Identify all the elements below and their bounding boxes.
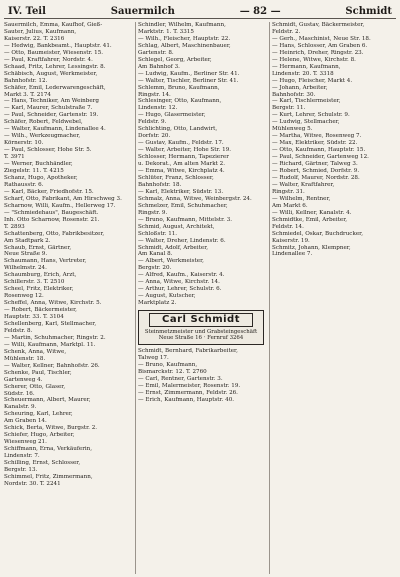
directory-entry: — Hermann, Kaufmann, [272, 63, 341, 70]
directory-entry: — Ernst, Zimmermann, Feldstr. 26. [138, 389, 238, 396]
directory-entry: Schindler, Wilhelm, Kaufmann, [138, 22, 226, 28]
directory-entry: — Wilh., Fleischer, Hauptstr. 22. [138, 35, 231, 42]
directory-entry: Ringstr. 31. [272, 188, 305, 195]
directory-entry: Schlemm, Bruno, Kaufmann, [138, 84, 220, 91]
directory-entry: — Paul, Schlosser, Hohe Str. 5. [4, 147, 92, 154]
directory-entry: Schmidtke, Emil, Arbeiter, [272, 216, 348, 223]
directory-entry: — Walter, Dreher, Lindenstr. 6. [138, 237, 226, 244]
directory-entry: — Willi, Kaufmann, Marktpl. 11. [4, 341, 96, 348]
directory-entry: Schmalz, Anna, Witwe, Weinbergstr. 24. [138, 195, 252, 202]
directory-entry: Schaumann, Hans, Vertreter, [4, 258, 87, 265]
directory-entry: Feldstr. 14. [272, 223, 304, 230]
directory-entry: — Wilh., Werkzeugmacher, [4, 133, 81, 140]
advertisement-line-1: Steinmetzmeister und Grabsteingeschäft [144, 329, 258, 336]
directory-entry: Schmidt, Bernhard, Fabrikarbeiter, [138, 347, 238, 354]
directory-entry: — Arthur, Lehrer, Schulstr. 6. [138, 286, 222, 293]
directory-entry: — Hans, Schlosser, Am Graben 6. [272, 42, 368, 49]
directory-entry: — Rudolf, Maurer, Nordstr. 28. [272, 174, 360, 181]
directory-entry: — Karl, Tischlermeister, [272, 98, 341, 105]
directory-entry: Kanalstr. 9. [4, 404, 37, 411]
directory-entry: Schenke, Paul, Tischler, [4, 369, 72, 376]
directory-entry: Schiffmann, Erna, Verkäuferin, [4, 446, 93, 453]
directory-entry: Scharf, Otto, Fabrikant, Am Hirschweg 3. [4, 195, 122, 202]
directory-entry: — Alfred, Kaufm., Kaiserstr. 4. [138, 272, 225, 279]
directory-entry: — Walter, Kellner, Bahnhofstr. 26. [4, 362, 100, 369]
directory-entry: Scherer, Otto, Glaser, [4, 383, 66, 390]
directory-entry: — Emil, Malermeister, Rosenstr. 19. [138, 382, 241, 389]
directory-entry: Bergstr. 13. [4, 467, 38, 473]
directory-entry: — Walter, Tischler, Berliner Str. 41. [138, 77, 239, 84]
directory-entry: — Heinrich, Dreher, Ringstr. 23. [272, 49, 364, 56]
column-2-entries [138, 22, 266, 307]
first-name-label: Sauermilch [110, 6, 175, 17]
directory-entry: Bahnhofstr. 12. [4, 77, 48, 84]
directory-entry: Ringstr. 9. [138, 209, 168, 216]
directory-entry: Schloßstr. 11. [138, 230, 178, 237]
directory-entry: Scheuring, Karl, Lehrer, [4, 411, 73, 418]
directory-entry: Schäfer, Robert, Feldwebel, [4, 119, 83, 126]
directory-entry: Bahnhofstr. 18. [138, 181, 182, 188]
directory-entry: — Helene, Witwe, Kirchstr. 8. [272, 56, 356, 63]
directory-entry: Schlüter, Franz, Schlosser, [138, 174, 214, 181]
directory-entry: Gartenweg 4. [4, 376, 43, 383]
directory-entry: — Otto, Baumeister, Wiesenstr. 15. [4, 49, 104, 56]
directory-entry: Hauptstr. 33. T. 3104 [4, 314, 64, 321]
directory-entry: Südstr. 16. [4, 390, 35, 397]
directory-entry: — Hugo, Fleischer, Markt 4. [272, 77, 353, 84]
directory-entry: — Paul, Schneider, Gartenweg 12. [272, 154, 369, 161]
directory-entry: — Anna, Witwe, Kirchstr. 14. [138, 279, 220, 286]
directory-entry: Lindenstr. 20. T. 3318 [272, 70, 334, 77]
section-label: IV. Teil [8, 6, 46, 17]
directory-entry: Schattenberg, Otto, Fabrikbesitzer, [4, 230, 105, 237]
directory-entry: — Emma, Witwe, Kirchplatz 4. [138, 168, 225, 175]
directory-entry: Inh. Otto Scharnow, Rosenstr. 21. [4, 216, 100, 223]
directory-entry: — Bruno, Kaufmann, Mittelstr. 3. [138, 216, 233, 223]
directory-entry: — Robert, Bäckermeister, [4, 307, 77, 314]
directory-entry: Scheel, Fritz, Elektriker, [4, 286, 74, 293]
directory-entry: Schaad, Fritz, Lehrer, Lessingstr. 8. [4, 63, 106, 70]
advertisement-title: Carl Schmidt [149, 313, 253, 327]
directory-entry: — Martin, Schuhmacher, Ringstr. 2. [4, 334, 106, 341]
directory-entry: — August, Kutscher, [138, 293, 196, 300]
directory-entry: Schanz, Hugo, Apotheker, [4, 174, 78, 181]
directory-entry: Schmid, August, Architekt, [138, 223, 215, 230]
directory-entry: Schmidt, Gustav, Bäckermeister, [272, 22, 365, 28]
directory-entry: Sauter, Julius, Kaufmann, [4, 28, 77, 35]
directory-entry: Talweg 17. [138, 354, 169, 361]
directory-entry: Am Markt 6. [272, 202, 308, 209]
directory-entry: — Karl, Elektriker, Südstr. 13. [138, 188, 224, 195]
directory-entry: Bahnhofstr. 30. [272, 91, 316, 98]
page-header [4, 6, 396, 19]
directory-entry: — Martha, Witwe, Rosenweg 7. [272, 133, 362, 140]
directory-entry: — Robert, Schmied, Dorfstr. 9. [272, 168, 360, 175]
directory-entry: Wilhelmstr. 24. [4, 265, 47, 272]
directory-entry: Ringstr. 14. [138, 91, 171, 98]
column-3 [269, 22, 396, 574]
directory-entry: Schmitz, Johann, Klempner, [272, 244, 351, 251]
directory-entry: Schlosser, Hermann, Tapezierer [138, 154, 229, 161]
directory-entry: — Bruno, Kaufmann, [138, 361, 198, 368]
directory-entry: Lindenstr. 12. [138, 105, 178, 112]
directory-entry: Schick, Berta, Witwe, Burgstr. 2. [4, 425, 98, 432]
directory-entry: Schmidt, Adolf, Arbeiter, [138, 244, 209, 251]
directory-entry: Rathausstr. 6. [4, 181, 44, 188]
directory-entry: Ziegelstr. 11. T. 4215 [4, 168, 64, 175]
directory-entry: Scharnow, Willi, Kaufm., Hellerweg 17. [4, 202, 116, 209]
directory-entry: Lindenallee 7. [272, 251, 313, 258]
directory-entry: Schenk, Anna, Witwe, [4, 348, 67, 355]
column-1 [4, 22, 132, 574]
directory-entry: Bergstr. 11. [272, 105, 306, 112]
directory-entry: Marktstr. 1. T. 3315 [138, 28, 194, 35]
directory-entry: — Walter, Arbeiter, Hohe Str. 19. [138, 147, 232, 154]
directory-entry: — "Schmiedehaus", Baugeschäft. [4, 209, 99, 216]
directory-entry: — Karl, Bäcker, Friedhofstr. 15. [4, 188, 94, 195]
directory-entry: Rosenweg 12. [4, 293, 44, 300]
directory-entry: Kaiserstr. 19. [272, 237, 310, 244]
directory-entry: Feldstr. 8. [4, 327, 33, 334]
directory-entry: Körnerstr. 10. [4, 140, 44, 147]
directory-entry: Am Bahnhof 3. [138, 63, 180, 70]
directory-entry: Schlichting, Otto, Landwirt, [138, 126, 218, 133]
directory-entry: Schäbisch, August, Werkmeister, [4, 70, 98, 77]
directory-columns [4, 22, 396, 574]
directory-entry: Kaiserstr. 22. T. 2316 [4, 35, 65, 42]
directory-entry: Neue Straße 9. [4, 251, 48, 258]
directory-entry: Schilling, Ernst, Schlosser, [4, 460, 81, 467]
directory-entry: Am Stadtpark 2. [4, 237, 51, 244]
directory-entry: Feldstr. 9. [138, 119, 167, 126]
directory-entry: Schlesinger, Otto, Kaufmann, [138, 98, 222, 105]
directory-entry: Schimmel, Fritz, Zimmermann, [4, 473, 93, 480]
directory-entry: Schmelzer, Emil, Schuhmacher, [138, 202, 228, 209]
directory-entry: Feldstr. 2. [272, 28, 301, 35]
advertisement-box [138, 310, 264, 345]
directory-entry: Am Graben 14. [4, 418, 47, 425]
directory-entry: — Hedwig, Bankbeamt., Hauptstr. 41. [4, 42, 112, 49]
directory-entry: — Otto, Kaufmann, Hauptstr. 15. [272, 147, 366, 154]
directory-entry: — Paul, Kraftfahrer, Nordstr. 4. [4, 56, 93, 63]
directory-entry: — Gustav, Kaufm., Feldstr. 17. [138, 140, 224, 147]
directory-entry: — Gerh., Maschinist, Neue Str. 18. [272, 35, 371, 42]
directory-entry: — Walter, Kaufmann, Lindenallee 4. [4, 126, 106, 133]
directory-entry: Wiesenweg 21. [4, 439, 47, 446]
directory-entry: — Johann, Arbeiter, [272, 84, 328, 91]
directory-entry: Mühlenweg 5. [272, 126, 313, 133]
directory-entry: Bergstr. 20. [138, 265, 172, 272]
directory-entry: — Hans, Techniker, Am Weinberg [4, 98, 99, 105]
directory-entry: — Ludwig, Kaufm., Berliner Str. 41. [138, 70, 240, 77]
directory-entry: — Ludwig, Stellmacher, [272, 119, 340, 126]
directory-entry: — Walter, Kraftfahrer, [272, 181, 335, 188]
directory-entry: — Erich, Kaufmann, Hauptstr. 40. [138, 396, 235, 403]
directory-entry: — Carl, Rentner, Gartenstr. 3. [138, 375, 223, 382]
directory-entry: — Werner, Buchhändler, [4, 161, 73, 168]
directory-entry: Schaumburg, Erich, Arzt, [4, 272, 77, 279]
directory-entry: — Hugo, Glasermeister, [138, 112, 206, 119]
directory-entry: T. 2893 [4, 223, 25, 230]
directory-entry: — Willi, Kellner, Kanalstr. 4. [272, 209, 352, 216]
directory-entry: Schlag, Albert, Maschinenbauer, [138, 42, 231, 49]
last-name-label: Schmidt [345, 6, 392, 17]
directory-entry: Sauermilch, Emma, Kaufhof, Gieß- [4, 22, 103, 28]
directory-entry: Lindenstr. 7. [4, 453, 40, 460]
directory-entry: Schmiedel, Oskar, Buchdrucker, [272, 230, 363, 237]
directory-entry: Dorfstr. 20. [138, 133, 171, 140]
directory-entry: Schellenberg, Karl, Stellmacher, [4, 320, 97, 327]
directory-entry: Markt 3. T. 2174 [4, 91, 51, 98]
directory-entry: Schäfer, Emil, Lederwarengeschäft, [4, 84, 106, 91]
directory-entry: Bismarckstr. 12. T. 2760 [138, 368, 207, 375]
directory-entry: T. 3971 [4, 154, 25, 161]
directory-entry: Am Kanal 8. [138, 251, 173, 258]
directory-entry: — Karl, Maurer, Schulstraße 7. [4, 105, 93, 112]
directory-entry: — Albert, Werkmeister, [138, 258, 204, 265]
directory-entry: Mühlenstr. 18. [4, 355, 46, 362]
directory-entry: Schaub, Ernst, Gärtner, [4, 244, 72, 251]
directory-entry: — Kurt, Lehrer, Schulstr. 9. [272, 112, 350, 119]
directory-entry: Schiefer, Hugo, Arbeiter, [4, 432, 75, 439]
directory-entry: — Wilhelm, Rentner, [272, 195, 331, 202]
directory-entry: Scheffel, Anna, Witwe, Kirchstr. 5. [4, 300, 102, 307]
directory-entry: — Richard, Gärtner, Talweg 3. [272, 161, 358, 168]
directory-entry: u. Dekorat., Am alten Markt 2. [138, 161, 225, 168]
column-2-tail [138, 348, 266, 404]
directory-entry: Marktplatz 2. [138, 300, 177, 307]
directory-entry: — Paul, Schneider, Gartenstr. 19. [4, 112, 99, 119]
directory-entry: Nordstr. 30. T. 2241 [4, 480, 61, 487]
column-2 [135, 22, 266, 574]
directory-entry: Scheuermann, Albert, Maurer, [4, 397, 91, 404]
directory-entry: Schillerstr. 3. T. 2510 [4, 279, 65, 286]
advertisement-line-2: Neue Straße 16 · Fernruf 3264 [158, 335, 244, 342]
page-number: — 82 — [239, 6, 281, 17]
directory-entry: Gartenstr. 8. [138, 49, 174, 56]
directory-entry: — Max, Elektriker, Südstr. 22. [272, 140, 358, 147]
directory-entry: Schlegel, Georg, Arbeiter, [138, 56, 212, 63]
